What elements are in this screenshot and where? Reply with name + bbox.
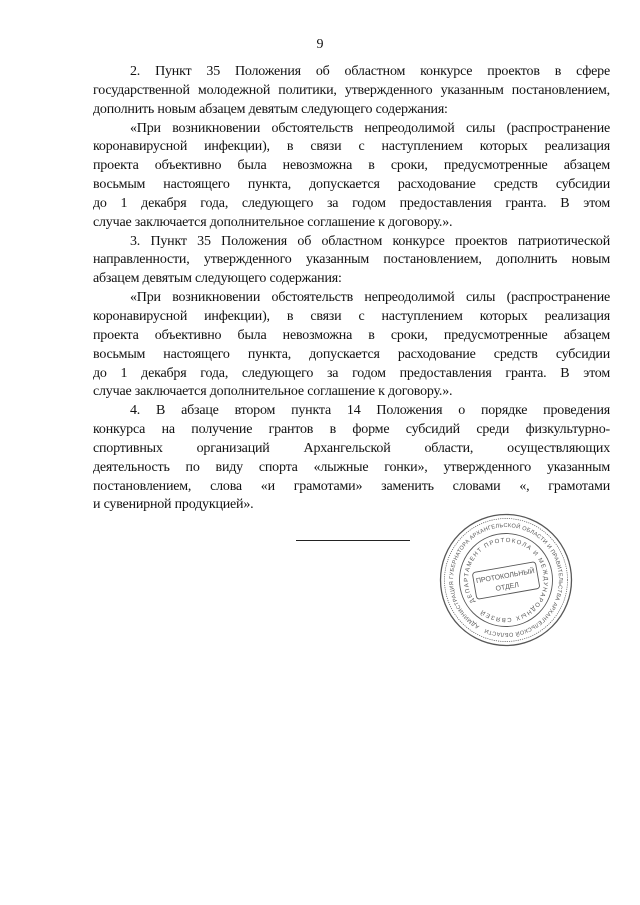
stamp-inner-text: ДЕПАРТАМЕНТ ПРОТОКОЛА И МЕЖДУНАРОДНЫХ СВЯЗЕЙ — [463, 537, 549, 623]
text-line: восьмым настоящего пункта, допускается расходование средств субсидии — [93, 346, 610, 362]
text-line: направленности, утвержденного указанным постановлением, дополнить новым — [93, 252, 610, 268]
paragraph-item-3 — [93, 233, 610, 290]
paragraph-item-2 — [93, 63, 610, 120]
text-line: и сувенирной продукцией». — [93, 497, 254, 513]
text-line: до 1 декабря года, следующего за годом предоставления гранта. В этом — [93, 365, 610, 381]
stamp-rings — [441, 515, 572, 646]
text-line: 2. Пункт 35 Положения об областном конкурсе проектов в сфере — [130, 64, 610, 79]
text-line: проекта объективно была невозможна в сроки, предусмотренные абзацем — [93, 158, 610, 174]
stamp-center — [472, 562, 540, 600]
text-line: 3. Пункт 35 Положения об областном конкурсе проектов патриотической — [130, 233, 610, 249]
text-line: постановлением, слова «и грамотами» заменить словами «, грамотами — [93, 478, 610, 494]
text-line: абзацем девятым следующего содержания: — [93, 271, 342, 287]
signature-line — [296, 540, 410, 541]
stamp-outer-text: АДМИНИСТРАЦИЯ ГУБЕРНАТОРА АРХАНГЕЛЬСКОЙ ОБЛАСТИ И ПРАВИТЕЛЬСТВА АРХАНГЕЛЬСКОЙ ОБЛАСТИ — [448, 522, 564, 638]
text-line: проекта объективно была невозможна в сроки, предусмотренные абзацем — [93, 327, 610, 343]
text-line: «При возникновении обстоятельств непреодолимой силы (распространение — [130, 290, 610, 306]
quoted-insert-1 — [93, 120, 610, 233]
text-line: конкурса на получение грантов в форме субсидий среди физкультурно- — [93, 422, 610, 438]
quoted-insert-2 — [93, 289, 610, 402]
text-line: государственной молодежной политики, утвержденного указанным постановлением, — [93, 82, 610, 98]
text-line: восьмым настоящего пункта, допускается расходование средств субсидии — [93, 177, 610, 193]
text-line: 4. В абзаце втором пункта 14 Положения о порядке проведения — [130, 403, 610, 419]
stamp-center-line2: ОТДЕЛ — [495, 581, 520, 593]
text-line: до 1 декабря года, следующего за годом предоставления гранта. В этом — [93, 195, 610, 211]
document-body — [93, 63, 610, 515]
text-line: дополнить новым абзацем девятым следующего содержания: — [93, 101, 448, 117]
stamp-seal — [438, 512, 574, 648]
page-number: 9 — [316, 37, 324, 52]
paragraph-item-4 — [93, 402, 610, 515]
stamp-center-line1: ПРОТОКОЛЬНЫЙ — [475, 567, 536, 586]
text-line: случае заключается дополнительное соглашение к договору.». — [93, 384, 453, 400]
text-line: деятельность по виду спорта «лыжные гонки», утвержденного указанным — [93, 459, 610, 475]
text-line: коронавирусной инфекции), в связи с наступлением которых реализация — [93, 308, 610, 324]
text-line: спортивных организаций Архангельской области, осуществляющих — [93, 440, 610, 456]
text-line: «При возникновении обстоятельств непреодолимой силы (распространение — [130, 120, 610, 136]
text-line: коронавирусной инфекции), в связи с наступлением которых реализация — [93, 139, 610, 155]
text-line: случае заключается дополнительное соглашение к договору.». — [93, 214, 453, 230]
